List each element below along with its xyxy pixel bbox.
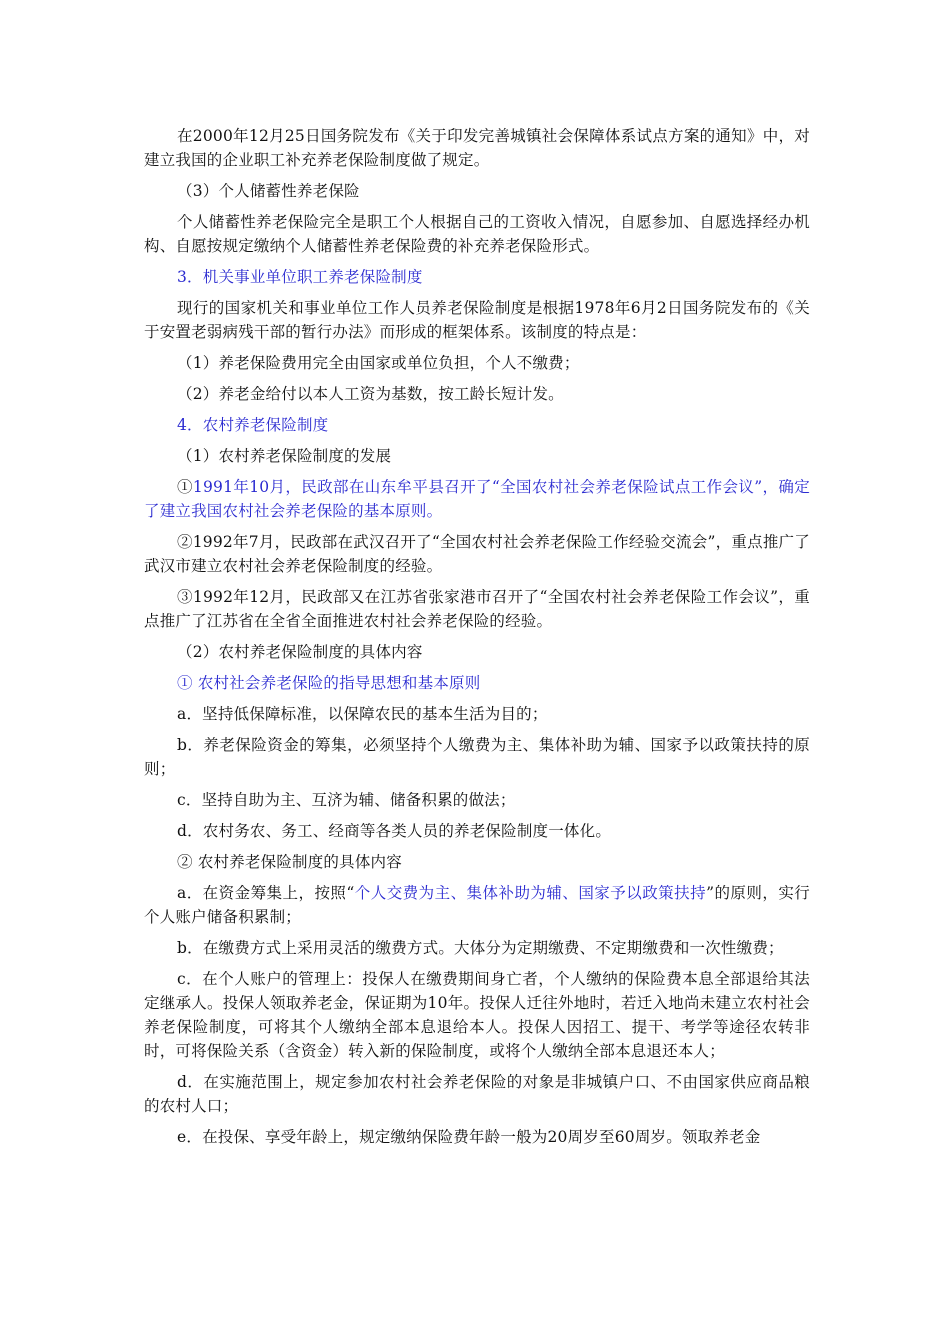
list-item: c．在个人账户的管理上：投保人在缴费期间身亡者，个人缴纳的保险费本息全部退给其法定继承人。投保人领取养老金，保证期为10年。投保人迁往外地时，若迁入地尚未建立农村社会养老保险制度，可将其个人缴纳全部本息退给本人。投保人因招工、提干、考学等途径农转非时，可将保险关系（含资金）转入新的保险制度，或将个人缴纳全部本息退还本人； [144,970,810,1060]
paragraph: 现行的国家机关和事业单位工作人员养老保险制度是根据1978年6月2日国务院发布的《关于安置老弱病残干部的暂行办法》而形成的框架体系。该制度的特点是： [144,299,810,341]
paragraph: ② 农村养老保险制度的具体内容 [177,853,402,871]
section-heading: 3．机关事业单位职工养老保险制度 [177,268,423,286]
list-item: e．在投保、享受年龄上，规定缴纳保险费年龄一般为20周岁至60周岁。领取养老金 [177,1128,761,1146]
highlighted-text: 个人交费为主、集体补助为辅、国家予以政策扶持 [354,884,707,902]
list-item: c．坚持自助为主、互济为辅、储备积累的做法； [177,791,516,809]
list-item: a．坚持低保障标准，以保障农民的基本生活为目的； [177,705,548,723]
list-item: a．在资金筹集上，按照“个人交费为主、集体补助为辅、国家予以政策扶持”的原则，实行个人账户储备积累制； [144,884,810,926]
list-item: b．在缴费方式上采用灵活的缴费方式。大体分为定期缴费、不定期缴费和一次性缴费； [177,939,784,957]
section-heading: ① 农村社会养老保险的指导思想和基本原则 [177,674,481,692]
paragraph: （1）养老保险费用完全由国家或单位负担，个人不缴费； [177,354,580,372]
paragraph: 个人储蓄性养老保险完全是职工个人根据自己的工资收入情况，自愿参加、自愿选择经办机构、自愿按规定缴纳个人储蓄性养老保险费的补充养老保险形式。 [144,213,810,255]
paragraph: （3）个人储蓄性养老保险 [177,182,360,200]
list-item: b．养老保险资金的筹集，必须坚持个人缴费为主、集体补助为辅、国家予以政策扶持的原则； [144,736,810,778]
paragraph: （1）农村养老保险制度的发展 [177,447,392,465]
paragraph: ③1992年12月，民政部又在江苏省张家港市召开了“全国农村社会养老保险工作会议”，重点推广了江苏省在全省全面推进农村社会养老保险的经验。 [144,588,810,630]
list-item: d．农村务农、务工、经商等各类人员的养老保险制度一体化。 [177,822,612,840]
paragraph: 在2000年12月25日国务院发布《关于印发完善城镇社会保障体系试点方案的通知》中，对建立我国的企业职工补充养老保险制度做了规定。 [144,127,810,169]
paragraph: （2）养老金给付以本人工资为基数，按工龄长短计发。 [177,385,564,403]
paragraph: ②1992年7月，民政部在武汉召开了“全国农村社会养老保险工作经验交流会”，重点推广了武汉市建立农村社会养老保险制度的经验。 [144,533,810,575]
document-body [144,124,810,1149]
list-item: d．在实施范围上，规定参加农村社会养老保险的对象是非城镇户口、不由国家供应商品粮的农村人口； [144,1073,810,1115]
paragraph: ①1991年10月，民政部在山东牟平县召开了“全国农村社会养老保险试点工作会议”，确定了建立我国农村社会养老保险的基本原则。 [144,478,811,520]
section-heading: 4．农村养老保险制度 [177,416,329,434]
highlighted-text: 1991年10月，民政部在山东牟平县召开了“全国农村社会养老保险试点工作会议”，确定了建立我国农村社会养老保险的基本原则。 [144,478,811,520]
paragraph: （2）农村养老保险制度的具体内容 [177,643,423,661]
